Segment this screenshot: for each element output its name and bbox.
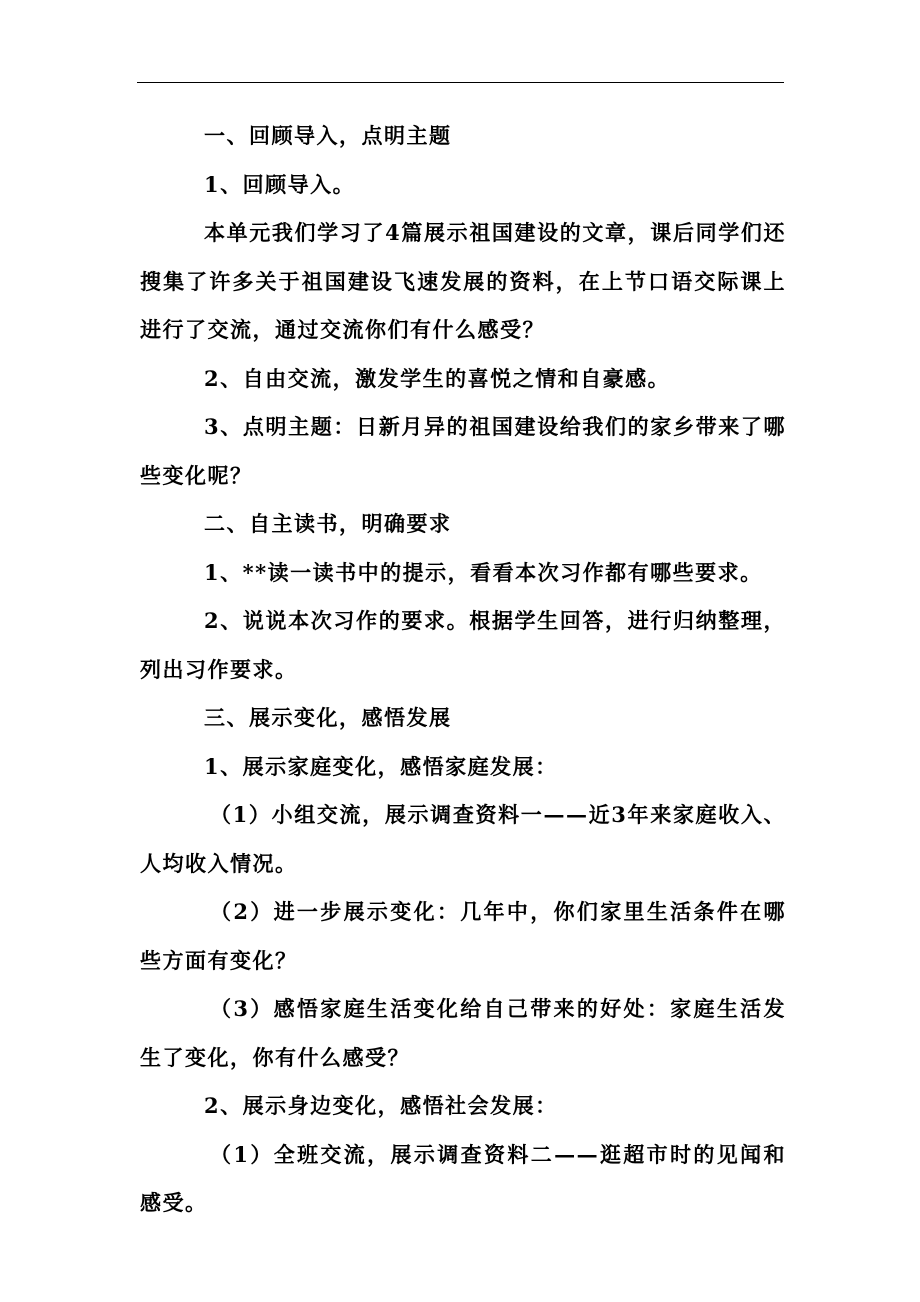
paragraph: 2、展示身边变化，感悟社会发展： [204,1093,558,1118]
paragraph: （2）进一步展示变化：几年中，你们家里生活条件在哪些方面有变化？ [140,899,786,973]
section-heading-3: 三、展示变化，感悟发展 [204,705,452,730]
section-heading-2: 二、自主读书，明确要求 [204,511,452,536]
paragraph: （1）全班交流，展示调查资料二——逛超市时的见闻和感受。 [140,1141,786,1215]
paragraph: 3、点明主题：日新月异的祖国建设给我们的家乡带来了哪些变化呢？ [140,414,786,488]
paragraph: 本单元我们学习了4篇展示祖国建设的文章，课后同学们还搜集了许多关于祖国建设飞速发展的资料，在上节口语交际课上进行了交流，通过交流你们有什么感受？ [140,220,786,342]
paragraph: 1、回顾导入。 [204,171,356,197]
document-body [140,112,786,1228]
section-heading-1: 一、回顾导入，点明主题 [204,123,452,148]
paragraph: 1、展示家庭变化，感悟家庭发展： [204,753,558,779]
header-rule [137,82,784,83]
paragraph: 2、说说本次习作的要求。根据学生回答，进行归纳整理，列出习作要求。 [140,608,786,682]
paragraph: 2、自由交流，激发学生的喜悦之情和自豪感。 [204,365,671,391]
paragraph: （3）感悟家庭生活变化给自己带来的好处：家庭生活发生了变化，你有什么感受？ [140,996,786,1070]
paragraph: （1）小组交流，展示调查资料一——近3年来家庭收入、人均收入情况。 [140,802,786,876]
paragraph: 1、**读一读书中的提示，看看本次习作都有哪些要求。 [204,559,763,585]
